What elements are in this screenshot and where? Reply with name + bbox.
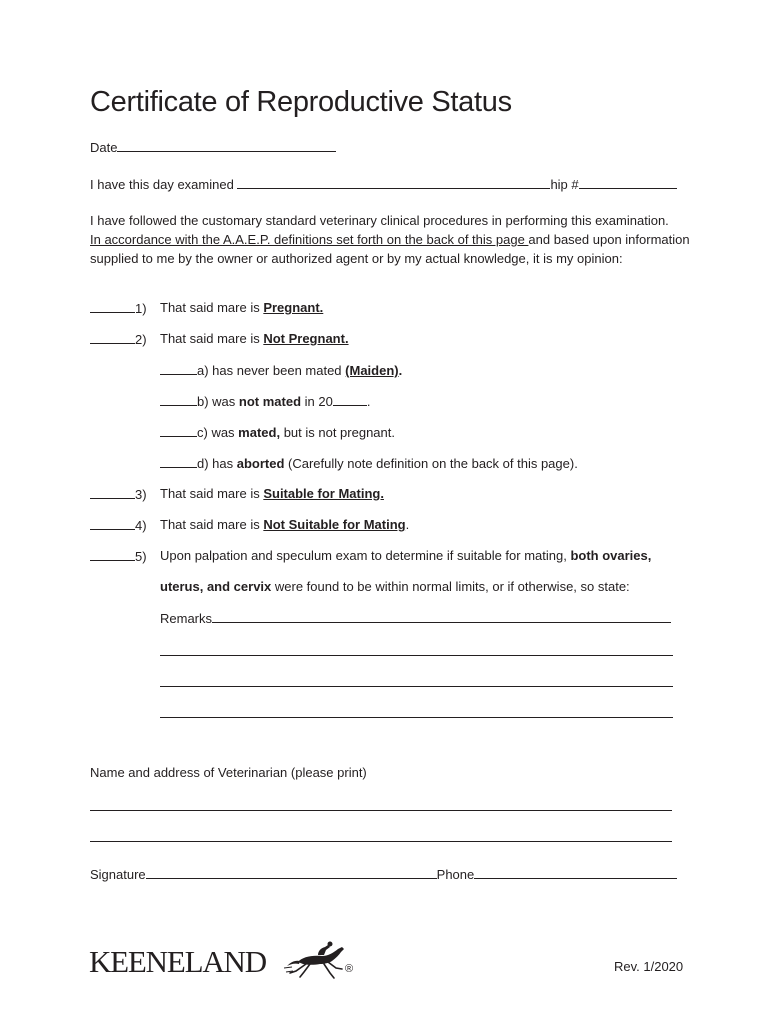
remarks-label: Remarks (160, 611, 213, 626)
sub-b-emphasis: not mated (238, 394, 302, 409)
item-2-emphasis: Not Pregnant. (263, 331, 349, 346)
item-1-emphasis: Pregnant. (263, 300, 324, 315)
remarks-line-2[interactable] (160, 655, 673, 656)
item-3-check-field[interactable] (90, 486, 135, 499)
racehorse-jockey-icon (284, 940, 350, 980)
item-5-line1-emphasis: both ovaries, (570, 548, 652, 563)
date-row (90, 139, 336, 156)
remarks-line-3[interactable] (160, 686, 673, 687)
item-palpation (90, 548, 147, 565)
sub-d-check-field[interactable] (160, 455, 197, 468)
item-5-line2-emphasis: uterus, and cervix (160, 579, 272, 594)
sub-b-check-field[interactable] (160, 393, 197, 406)
sub-a-emphasis: (Maiden) (345, 363, 399, 378)
vet-address-line-2[interactable] (90, 841, 672, 842)
item-4-emphasis: Not Suitable for Mating (263, 517, 406, 532)
phone-label: Phone (436, 867, 475, 882)
sub-a-label: a) has never been mated (197, 363, 346, 378)
examined-row (90, 176, 677, 193)
item-3-emphasis: Suitable for Mating. (263, 486, 384, 501)
page-title: Certificate of Reproductive Status (90, 86, 512, 118)
sub-item-b (160, 393, 370, 410)
item-2-check-field[interactable] (90, 331, 135, 344)
item-3-pre: That said mare is (160, 486, 264, 501)
sub-item-d (160, 455, 578, 472)
sub-b-label: b) was (197, 394, 239, 409)
item-2-number: 2) (135, 332, 147, 347)
item-5-line1 (160, 548, 651, 564)
signature-field[interactable] (146, 866, 437, 879)
date-label: Date (90, 140, 118, 155)
item-5-number: 5) (135, 549, 147, 564)
item-not-suitable (90, 517, 147, 534)
keeneland-logo (89, 944, 266, 980)
opinion-paragraph-line2 (90, 232, 690, 248)
remarks-field[interactable] (212, 610, 671, 623)
item-4-post: . (405, 517, 410, 532)
sub-b-end: . (366, 394, 371, 409)
examined-label: I have this day examined (90, 177, 234, 192)
sub-c-emphasis: mated, (238, 425, 281, 440)
item-5-line1-pre: Upon palpation and speculum exam to determine if suitable for mating, (160, 548, 571, 563)
item-5-check-field[interactable] (90, 548, 135, 561)
item-4-text (160, 517, 409, 533)
sub-item-a (160, 362, 402, 379)
item-3-text (160, 486, 384, 502)
year-field[interactable] (333, 393, 367, 406)
date-field[interactable] (117, 139, 336, 152)
item-4-pre: That said mare is (160, 517, 264, 532)
sub-c-post: but is not pregnant. (280, 425, 395, 440)
item-4-check-field[interactable] (90, 517, 135, 530)
sub-a-check-field[interactable] (160, 362, 197, 375)
logo-wordmark: KEENELAND (89, 944, 266, 979)
remarks-row (160, 610, 671, 627)
sub-d-post: (Carefully note definition on the back of this page). (284, 456, 578, 471)
item-2-pre: That said mare is (160, 331, 264, 346)
sub-item-c (160, 424, 395, 441)
signature-label: Signature (90, 867, 146, 882)
hip-number-field[interactable] (579, 176, 677, 189)
opinion-paragraph-line2-rest: and based upon information (528, 232, 690, 247)
hip-label: hip # (550, 177, 579, 192)
item-3-number: 3) (135, 487, 147, 502)
remarks-line-4[interactable] (160, 717, 673, 718)
revision-label: Rev. 1/2020 (614, 959, 684, 974)
item-1-text (160, 300, 323, 316)
sub-a-post: . (398, 363, 403, 378)
item-2-text (160, 331, 349, 347)
sub-c-check-field[interactable] (160, 424, 197, 437)
vet-label: Name and address of Veterinarian (please print) (90, 765, 367, 780)
vet-address-line-1[interactable] (90, 810, 672, 811)
item-4-number: 4) (135, 518, 147, 533)
sub-d-label: d) has (197, 456, 237, 471)
registered-mark: ® (345, 963, 354, 975)
sub-d-emphasis: aborted (236, 456, 285, 471)
item-1-pre: That said mare is (160, 300, 264, 315)
item-not-pregnant (90, 331, 147, 348)
opinion-paragraph-line1: I have followed the customary standard veterinary clinical procedures in performing this examination. (90, 213, 669, 228)
item-suitable (90, 486, 147, 503)
sub-c-label: c) was (197, 425, 239, 440)
signature-row (90, 866, 677, 883)
item-1-number: 1) (135, 301, 147, 316)
horse-name-field[interactable] (237, 176, 550, 189)
phone-field[interactable] (474, 866, 677, 879)
item-pregnant (90, 300, 147, 317)
item-5-line2-post: were found to be within normal limits, or if otherwise, so state: (271, 579, 630, 594)
sub-b-post: in 20 (301, 394, 333, 409)
opinion-paragraph-line3: supplied to me by the owner or authorized agent or by my actual knowledge, it is my opinion: (90, 251, 623, 266)
item-5-line2 (160, 579, 630, 595)
item-1-check-field[interactable] (90, 300, 135, 313)
aaep-reference: In accordance with the A.A.E.P. definitions set forth on the back of this page (90, 232, 529, 247)
